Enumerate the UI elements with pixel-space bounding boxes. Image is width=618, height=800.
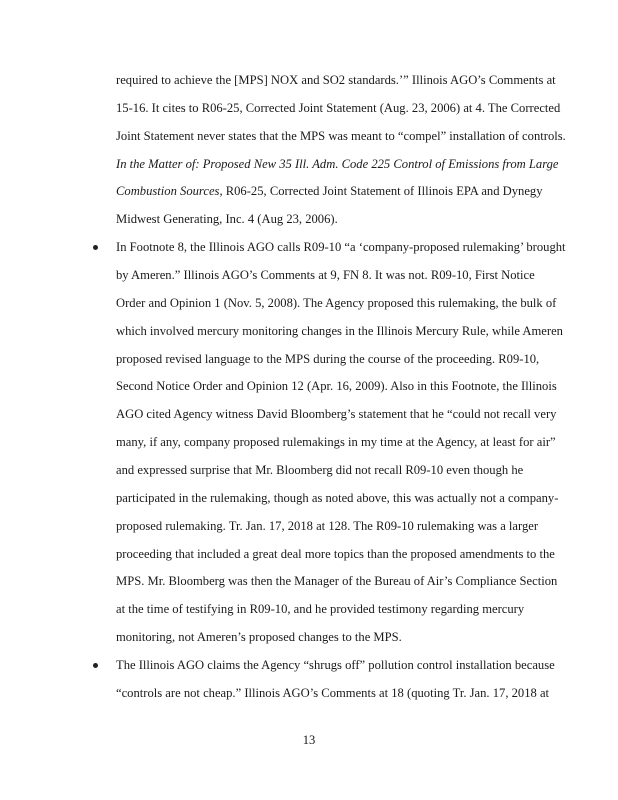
text-line: [116, 295, 556, 311]
text-line: [116, 573, 557, 589]
text-segment: In Footnote 8, the Illinois AGO calls R09-10 “a ‘company-proposed rulemaking’ brought: [116, 240, 566, 255]
text-segment: by Ameren.” Illinois AGO’s Comments at 9, FN 8. It was not. R09-10, First Notice: [116, 268, 535, 283]
text-segment: , R06-25, Corrected Joint Statement of Illinois EPA and Dynegy: [219, 184, 543, 199]
text-segment: Order and Opinion 1 (Nov. 5, 2008). The Agency proposed this rulemaking, the bulk of: [116, 295, 557, 310]
text-line: [116, 211, 338, 227]
text-line: [116, 462, 523, 478]
text-segment: The Illinois AGO claims the Agency “shrugs off” pollution control installation because: [116, 658, 555, 673]
text-segment: proposed rulemaking. Tr. Jan. 17, 2018 at 128. The R09-10 rulemaking was a larger: [116, 518, 539, 533]
text-segment: proposed revised language to the MPS during the course of the proceeding. R09-10,: [116, 351, 540, 366]
text-segment: required to achieve the [MPS] NOX and SO2 standards.’” Illinois AGO’s Comments at: [116, 73, 556, 87]
bullet-icon: [93, 245, 98, 250]
page-number: 13: [302, 733, 316, 747]
text-line: [116, 351, 539, 367]
text-segment: MPS. Mr. Bloomberg was then the Manager of the Bureau of Air’s Compliance Section: [116, 574, 558, 589]
text-segment: proceeding that included a great deal more topics than the proposed amendments to the: [116, 546, 555, 561]
text-line: [116, 156, 559, 172]
text-line: [116, 183, 543, 199]
text-line: [116, 323, 563, 339]
text-segment: Second Notice Order and Opinion 12 (Apr. 16, 2009). Also in this Footnote, the Illinois: [116, 379, 557, 394]
text-line: [116, 601, 524, 617]
italic-citation: Combustion Sources: [116, 184, 220, 199]
text-segment: 15-16. It cites to R06-25, Corrected Joint Statement (Aug. 23, 2006) at 4. The Corrected: [116, 100, 561, 115]
text-line: [116, 72, 556, 88]
bullet-icon: [93, 663, 98, 668]
text-line: [116, 518, 538, 534]
text-line: [116, 128, 566, 144]
text-segment: monitoring, not Ameren’s proposed changes to the MPS.: [116, 630, 402, 645]
text-segment: which involved mercury monitoring changes in the Illinois Mercury Rule, while Ameren: [116, 323, 563, 338]
text-line: [116, 685, 549, 701]
text-line: [116, 267, 535, 283]
text-line: [116, 546, 555, 562]
text-line: [116, 434, 556, 450]
text-segment: Midwest Generating, Inc. 4 (Aug 23, 2006).: [116, 212, 338, 227]
text-line: [116, 657, 555, 673]
italic-citation: In the Matter of: Proposed New 35 Ill. Adm. Code 225 Control of Emissions from Large: [116, 156, 559, 171]
text-segment: at the time of testifying in R09-10, and he provided testimony regarding mercury: [116, 602, 525, 617]
text-segment: AGO cited Agency witness David Bloomberg’s statement that he “could not recall very: [116, 407, 557, 422]
text-segment: “controls are not cheap.” Illinois AGO’s Comments at 18 (quoting Tr. Jan. 17, 2018 at: [116, 685, 550, 700]
text-line: [116, 378, 557, 394]
text-segment: and expressed surprise that Mr. Bloomberg did not recall R09-10 even though he: [116, 463, 524, 478]
text-line: [116, 239, 566, 255]
text-line: [116, 629, 402, 645]
text-line: [116, 406, 556, 422]
text-segment: participated in the rulemaking, though as noted above, this was actually not a company-: [116, 490, 559, 505]
text-segment: Joint Statement never states that the MPS was meant to “compel” installation of controls.: [116, 128, 566, 143]
text-line: [116, 490, 558, 506]
text-segment: many, if any, company proposed rulemakings in my time at the Agency, at least for air”: [116, 435, 556, 450]
text-line: [116, 100, 560, 116]
